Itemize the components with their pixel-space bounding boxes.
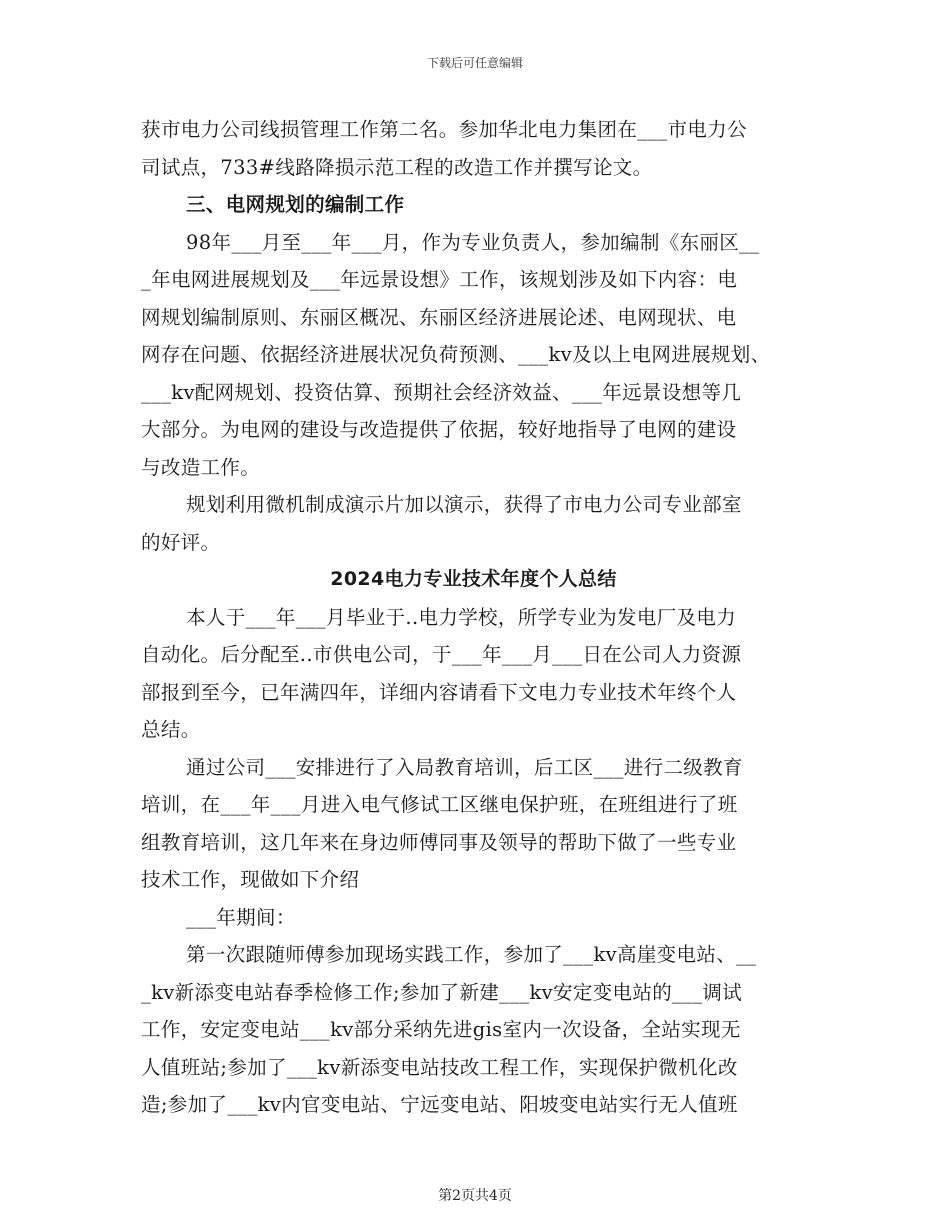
- paragraph-line: 总结。: [141, 718, 201, 741]
- paragraph-line: 组教育培训，这几年来在身边师傅同事及领导的帮助下做了一些专业: [141, 830, 737, 854]
- paragraph-line: 的好评。: [141, 530, 221, 554]
- paragraph-line: _年电网进展规划及___年远景设想》工作，该规划涉及如下内容：电: [141, 268, 738, 291]
- paragraph-line: 本人于___年___月毕业于..电力学校，所学专业为发电厂及电力: [186, 605, 737, 629]
- paragraph-line: 培训，在___年___月进入电气修试工区继电保护班，在班组进行了班: [141, 793, 738, 816]
- page-header: 下载后可任意编辑: [426, 56, 523, 70]
- page-footer: 第2页共4页: [438, 1188, 512, 1204]
- paragraph-line: 规划利用微机制成演示片加以演示，获得了市电力公司专业部室: [186, 493, 742, 516]
- document-body: [141, 111, 806, 1124]
- paragraph-line: 自动化。后分配至..市供电公司，于___年___月___日在公司人力资源: [141, 643, 742, 666]
- paragraph-line: 网规划编制原则、东丽区概况、东丽区经济进展论述、电网现状、电: [141, 305, 737, 329]
- paragraph-line: 技术工作，现做如下介绍: [141, 868, 360, 891]
- paragraph-line: 司试点，733#线路降损示范工程的改造工作并撰写论文。: [141, 155, 653, 179]
- paragraph-line: 第一次跟随师傅参加现场实践工作，参加了___kv高崖变电站、__: [186, 943, 757, 966]
- paragraph-line: 人值班站;参加了___kv新添变电站技改工程工作，实现保护微机化改: [141, 1055, 738, 1079]
- paragraph-line: 通过公司___安排进行了入局教育培训，后工区___进行二级教育: [186, 755, 743, 779]
- paragraph-line: 98年___月至___年___月，作为专业负责人，参加编制《东丽区__: [186, 230, 760, 254]
- paragraph-line: 大部分。为电网的建设与改造提供了依据，较好地指导了电网的建设: [141, 418, 737, 441]
- paragraph-line: 工作，安定变电站___kv部分采纳先进gis室内一次设备，全站实现无: [141, 1018, 741, 1041]
- document-title: 2024电力专业技术年度个人总结: [330, 568, 617, 590]
- paragraph-line: 部报到至今，已年满四年，详细内容请看下文电力专业技术年终个人: [141, 680, 737, 704]
- section-heading: 三、电网规划的编制工作: [186, 193, 405, 216]
- paragraph-line: ___kv配网规划、投资估算、预期社会经济效益、___年远景设想等几: [141, 380, 742, 404]
- paragraph-line: 造;参加了___kv内官变电站、宁远变电站、阳坡变电站实行无人值班: [141, 1093, 738, 1116]
- paragraph-line: 网存在问题、依据经济进展状况负荷预测、___kv及以上电网进展规划、: [141, 343, 771, 366]
- paragraph-line: ___年期间：: [186, 905, 296, 929]
- paragraph-line: _kv新添变电站春季检修工作;参加了新建___kv安定变电站的___调试: [141, 980, 743, 1004]
- paragraph-line: 获市电力公司线损管理工作第二名。参加华北电力集团在___市电力公: [141, 118, 747, 141]
- paragraph-line: 与改造工作。: [141, 455, 261, 479]
